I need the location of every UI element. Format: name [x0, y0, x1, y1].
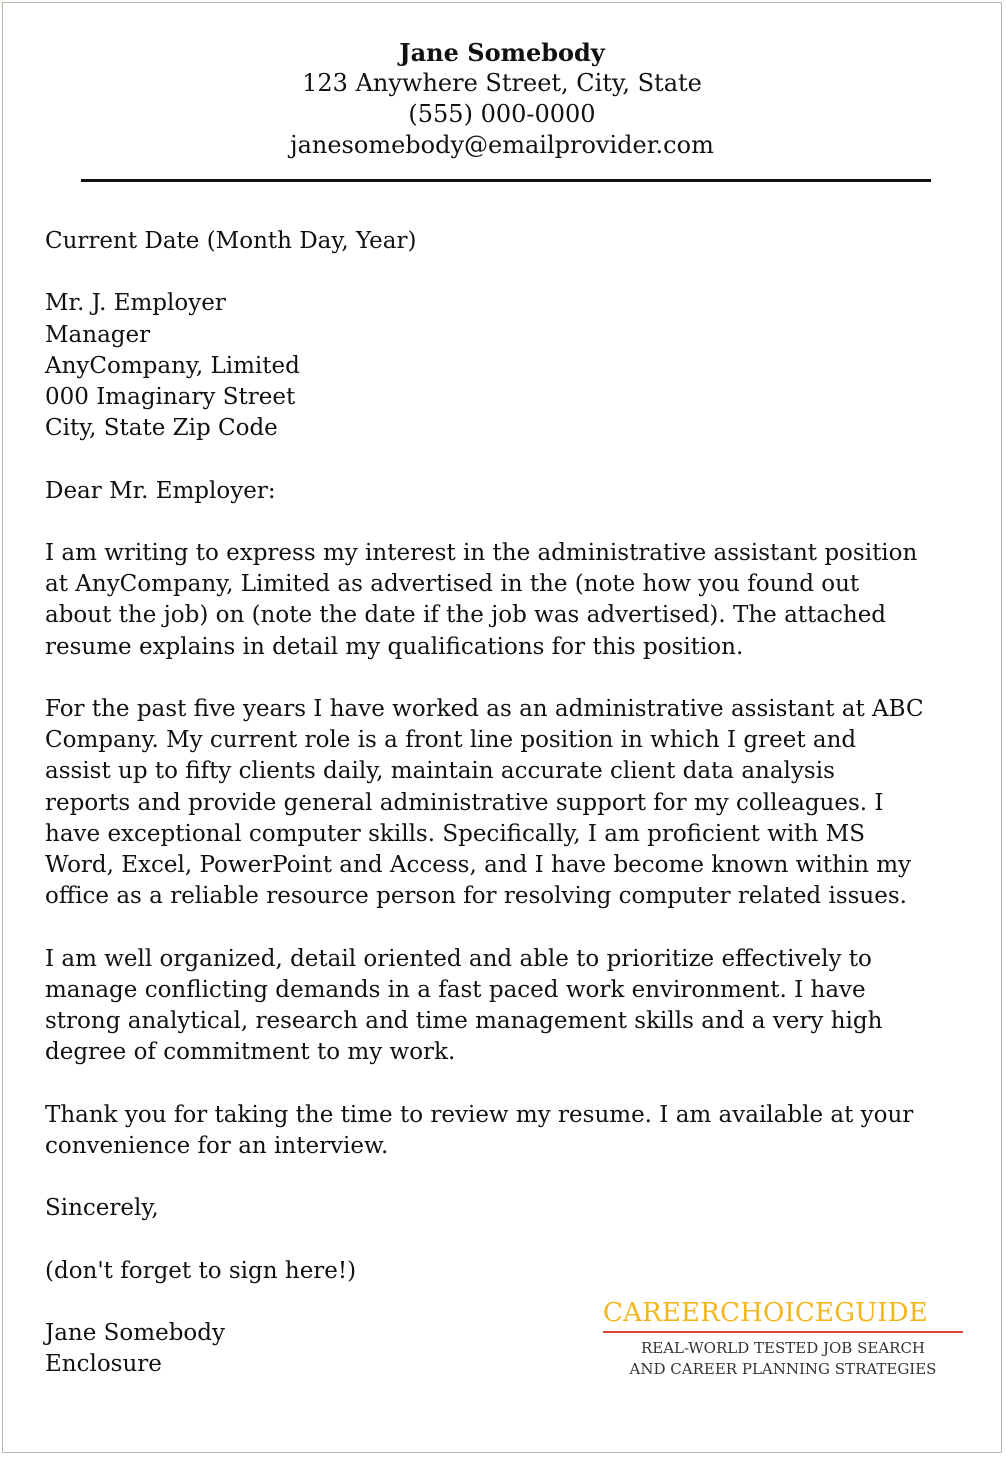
paragraph-line: convenience for an interview. — [45, 1132, 389, 1159]
paragraph-line: strong analytical, research and time management skills and a very high — [45, 1008, 883, 1034]
letter-date: Current Date (Month Day, Year) — [45, 228, 417, 254]
salutation: Dear Mr. Employer: — [45, 477, 276, 504]
logo-tagline-line-2: AND CAREER PLANNING STRATEGIES — [629, 1360, 937, 1378]
paragraph-line: at AnyCompany, Limited as advertised in the (note how you found out — [45, 571, 860, 598]
sender-address: 123 Anywhere Street, City, State — [302, 69, 702, 97]
recipient-title: Manager — [45, 321, 151, 348]
sender-email: janesomebody@emailprovider.com — [290, 131, 714, 159]
body-paragraph-4 — [45, 1100, 965, 1162]
letter-body — [45, 226, 965, 1380]
letter-page — [2, 2, 1002, 1453]
recipient-company: AnyCompany, Limited — [45, 352, 300, 379]
recipient-street: 000 Imaginary Street — [45, 384, 296, 410]
sender-name: Jane Somebody — [399, 38, 605, 67]
recipient-name: Mr. J. Employer — [45, 290, 226, 317]
sender-phone: (555) 000-0000 — [408, 100, 596, 128]
paragraph-line: Word, Excel, PowerPoint and Access, and I have become known within my — [45, 852, 912, 878]
signature-note: (don't forget to sign here!) — [45, 1257, 357, 1284]
paragraph-line: about the job) on (note the date if the job was advertised). The attached — [45, 602, 887, 629]
closing: Sincerely, — [45, 1195, 159, 1222]
paragraph-line: have exceptional computer skills. Specifically, I am proficient with MS — [45, 820, 865, 847]
paragraph-line: degree of commitment to my work. — [45, 1039, 456, 1066]
body-paragraph-2 — [45, 694, 965, 912]
recipient-block — [45, 288, 965, 444]
paragraph-line: assist up to fifty clients daily, maintain accurate client data analysis — [45, 758, 835, 785]
logo-tagline — [603, 1338, 963, 1380]
logo-tagline-line-1: REAL-WORLD TESTED JOB SEARCH — [640, 1339, 926, 1357]
paragraph-line: For the past five years I have worked as an administrative assistant at ABC — [45, 695, 924, 722]
recipient-city: City, State Zip Code — [45, 415, 278, 442]
paragraph-line: Company. My current role is a front line position in which I greet and — [45, 727, 857, 754]
careerchoiceguide-logo — [603, 1296, 963, 1380]
header-divider — [81, 179, 931, 182]
paragraph-line: Thank you for taking the time to review my resume. I am available at your — [45, 1101, 914, 1128]
paragraph-line: I am well organized, detail oriented and able to prioritize effectively to — [45, 945, 872, 972]
letter-header — [3, 37, 1001, 161]
body-paragraph-3 — [45, 944, 965, 1069]
signer-name: Jane Somebody — [45, 1319, 225, 1346]
paragraph-line: manage conflicting demands in a fast paced work environment. I have — [45, 976, 866, 1003]
paragraph-line: I am writing to express my interest in the administrative assistant position — [45, 539, 918, 566]
body-paragraph-1 — [45, 538, 965, 663]
logo-title: CAREERCHOICEGUIDE — [603, 1298, 928, 1328]
logo-divider — [603, 1331, 963, 1333]
paragraph-line: office as a reliable resource person for resolving computer related issues. — [45, 883, 907, 910]
paragraph-line: reports and provide general administrative support for my colleagues. I — [45, 789, 884, 816]
paragraph-line: resume explains in detail my qualifications for this position. — [45, 633, 744, 660]
enclosure-note: Enclosure — [45, 1351, 162, 1378]
